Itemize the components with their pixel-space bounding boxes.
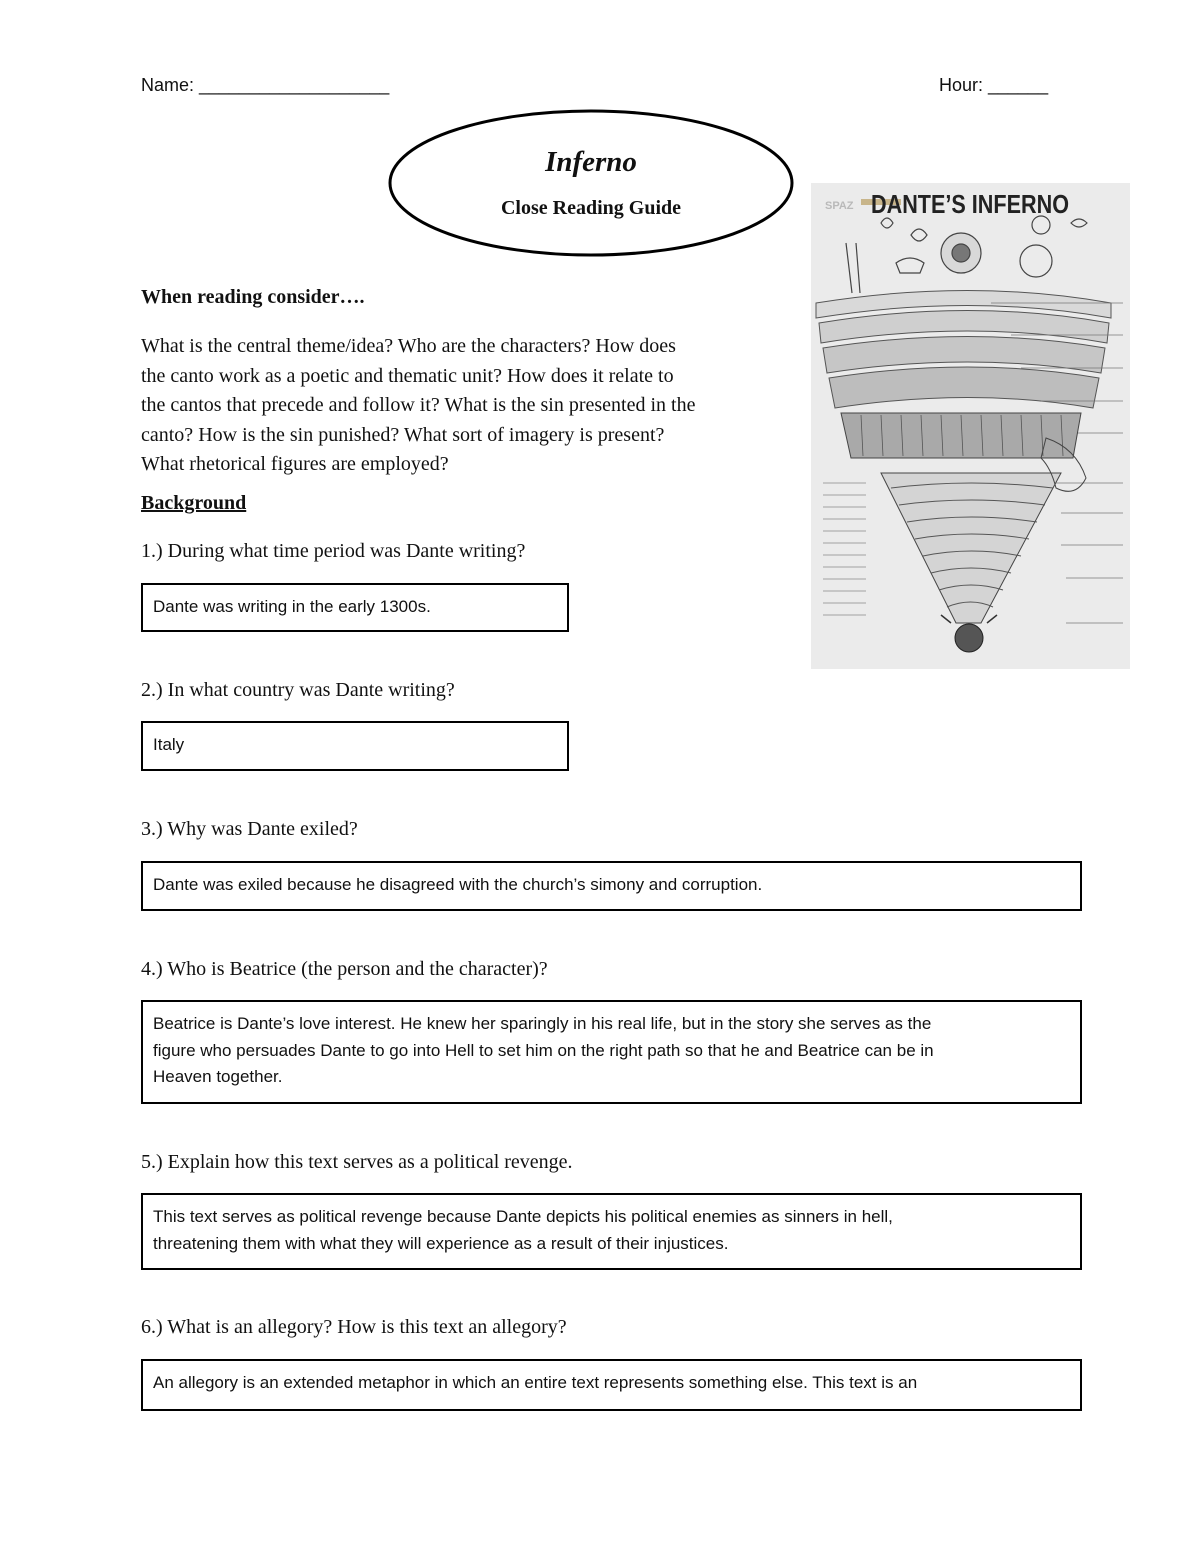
hour-field-label: Hour: ______ — [939, 75, 1049, 95]
title-oval — [388, 108, 794, 258]
answer-line: Dante was writing in the early 1300s. — [153, 597, 431, 616]
answer-box-6[interactable] — [141, 1359, 1082, 1411]
answer-box-2[interactable] — [141, 721, 569, 771]
answer-line: Beatrice is Dante’s love interest. He knew her sparingly in his real life, but in the story she serves as the — [153, 1014, 932, 1033]
answer-line: An allegory is an extended metaphor in which an entire text represents something else. This text is an — [153, 1373, 918, 1392]
inferno-diagram — [811, 183, 1130, 669]
background-heading: Background — [141, 492, 247, 514]
dantes-inferno-illustration — [811, 183, 1130, 669]
consider-line: What is the central theme/idea? Who are the characters? How does — [141, 335, 676, 357]
answer-box-3[interactable] — [141, 861, 1082, 911]
name-field-label: Name: ___________________ — [141, 75, 390, 95]
answer-line: Dante was exiled because he disagreed with the church’s simony and corruption. — [153, 875, 763, 894]
question-4: 4.) Who is Beatrice (the person and the character)? — [141, 958, 548, 980]
answer-box-4[interactable] — [141, 1000, 1082, 1104]
consider-line: the canto work as a poetic and thematic unit? How does it relate to — [141, 364, 674, 387]
consider-line: the cantos that precede and follow it? What is the sin presented in the — [141, 394, 696, 416]
question-5: 5.) Explain how this text serves as a political revenge. — [141, 1151, 573, 1173]
consider-line: What rhetorical figures are employed? — [141, 453, 449, 475]
question-2: 2.) In what country was Dante writing? — [141, 679, 455, 701]
answer-line: figure who persuades Dante to go into Hell to set him on the right path so that he and Beatrice can be in — [153, 1040, 934, 1060]
answer-line: Heaven together. — [153, 1067, 283, 1086]
consider-paragraph — [141, 332, 809, 480]
worksheet-subtitle: Close Reading Guide — [500, 197, 682, 219]
oval-outline — [388, 108, 794, 258]
consider-line: canto? How is the sin punished? What sort of imagery is present? — [141, 423, 665, 446]
consider-heading: When reading consider…. — [141, 286, 365, 308]
question-6: 6.) What is an allegory? How is this text an allegory? — [141, 1316, 567, 1338]
answer-line: This text serves as political revenge because Dante depicts his political enemies as sinners in hell, — [153, 1207, 893, 1226]
answer-box-1[interactable] — [141, 583, 569, 632]
answer-line: threatening them with what they will experience as a result of their injustices. — [153, 1233, 729, 1253]
figure-title: DANTE’S INFERNO — [871, 189, 1069, 219]
logo-text: SPAZ — [825, 200, 854, 212]
answer-line: Italy — [153, 735, 185, 754]
question-3: 3.) Why was Dante exiled? — [141, 818, 358, 840]
question-1: 1.) During what time period was Dante writing? — [141, 540, 526, 562]
answer-box-5[interactable] — [141, 1193, 1082, 1270]
worksheet-title: Inferno — [545, 146, 637, 178]
